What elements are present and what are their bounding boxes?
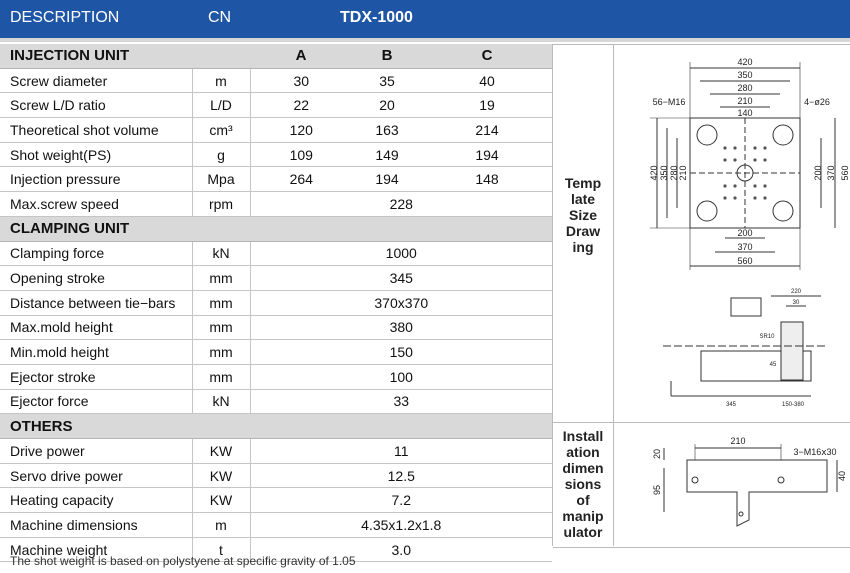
spec-row bbox=[0, 315, 552, 340]
spec-unit: cm³ bbox=[192, 118, 250, 143]
spec-row bbox=[0, 364, 552, 389]
spec-label: Servo drive power bbox=[0, 463, 192, 488]
spec-unit: mm bbox=[192, 315, 250, 340]
dim-right: 200 bbox=[813, 165, 823, 181]
ejector-dim: 150-380 bbox=[781, 402, 805, 408]
ejector-dim: SR10 bbox=[759, 334, 775, 340]
dim-top: 420 bbox=[737, 57, 753, 67]
ejector-dim: 220 bbox=[790, 289, 802, 295]
install-label-line: of bbox=[576, 492, 590, 508]
spec-label: Machine dimensions bbox=[0, 513, 192, 538]
dim-top: 350 bbox=[737, 70, 753, 80]
install-label-line: manip bbox=[562, 508, 604, 524]
install-label-line: Install bbox=[562, 428, 604, 444]
installation-dimensions-label bbox=[555, 428, 611, 540]
spec-row bbox=[0, 93, 552, 118]
section-header bbox=[0, 414, 552, 439]
spec-row bbox=[0, 167, 552, 192]
install-label-line: ation bbox=[566, 444, 600, 460]
spec-row bbox=[0, 241, 552, 266]
spec-value: 3.0 bbox=[250, 537, 552, 562]
tie-bar-hole bbox=[773, 125, 793, 145]
template-label-line: ing bbox=[572, 239, 594, 255]
spec-label: Screw diameter bbox=[0, 68, 192, 93]
dim-top: 140 bbox=[737, 108, 753, 118]
spec-label: Drive power bbox=[0, 439, 192, 464]
ejector-dim: 45 bbox=[769, 362, 777, 368]
spec-value-a: 264 bbox=[250, 167, 352, 192]
spec-unit: mm bbox=[192, 266, 250, 291]
spec-unit: KW bbox=[192, 439, 250, 464]
spec-row bbox=[0, 340, 552, 365]
spec-value: 7.2 bbox=[250, 488, 552, 513]
spec-value: 33 bbox=[250, 389, 552, 414]
spec-label: Max.mold height bbox=[0, 315, 192, 340]
spec-value: 150 bbox=[250, 340, 552, 365]
spec-value: 11 bbox=[250, 439, 552, 464]
tie-bar-hole bbox=[697, 201, 717, 221]
manip-thread: 3−M16ⅹ30 bbox=[793, 447, 837, 457]
spec-value-a: 120 bbox=[250, 118, 352, 143]
spec-unit: Mpa bbox=[192, 167, 250, 192]
dim-right: 370 bbox=[826, 165, 836, 181]
spec-unit: t bbox=[192, 537, 250, 562]
spec-row bbox=[0, 192, 552, 217]
column-header: C bbox=[422, 44, 552, 68]
manip-dim: 95 bbox=[652, 484, 662, 496]
footnote: The shot weight is based on polystyene at specific gravity of 1.05 bbox=[10, 554, 356, 568]
spec-row bbox=[0, 463, 552, 488]
header-divider bbox=[0, 38, 850, 42]
spec-table bbox=[0, 44, 552, 562]
spec-unit: KW bbox=[192, 488, 250, 513]
spec-label: Machine weight bbox=[0, 537, 192, 562]
spec-label: Screw L/D ratio bbox=[0, 93, 192, 118]
column-header: B bbox=[352, 44, 422, 68]
spec-label: Ejector stroke bbox=[0, 364, 192, 389]
header-model: TDX-1000 bbox=[340, 9, 413, 26]
spec-row bbox=[0, 142, 552, 167]
thread-note: 56−M16 bbox=[652, 97, 686, 107]
spec-row bbox=[0, 290, 552, 315]
spec-unit: mm bbox=[192, 364, 250, 389]
ejector-dim: 345 bbox=[725, 402, 737, 408]
spec-unit: kN bbox=[192, 389, 250, 414]
dim-left: 420 bbox=[649, 165, 659, 181]
spec-value-c: 214 bbox=[422, 118, 552, 143]
section-title: CLAMPING UNIT bbox=[0, 216, 552, 241]
spec-unit: KW bbox=[192, 463, 250, 488]
spec-label: Heating capacity bbox=[0, 488, 192, 513]
dim-bottom: 200 bbox=[737, 228, 753, 238]
spec-unit: mm bbox=[192, 290, 250, 315]
spec-row bbox=[0, 513, 552, 538]
spec-unit: m bbox=[192, 513, 250, 538]
manip-dim: 40 bbox=[837, 470, 847, 482]
spec-unit: mm bbox=[192, 340, 250, 365]
tie-bar-hole bbox=[697, 125, 717, 145]
spec-value-b: 149 bbox=[352, 142, 422, 167]
install-label-line: dimen bbox=[562, 460, 604, 476]
spec-label: Min.mold height bbox=[0, 340, 192, 365]
header-cn: CN bbox=[208, 9, 232, 26]
spec-label: Distance between tie−bars bbox=[0, 290, 192, 315]
spec-value-a: 30 bbox=[250, 68, 352, 93]
spec-value-a: 22 bbox=[250, 93, 352, 118]
spec-label: Opening stroke bbox=[0, 266, 192, 291]
tie-bar-hole bbox=[773, 201, 793, 221]
manip-dim: 210 bbox=[730, 436, 746, 446]
dim-left: 280 bbox=[669, 165, 679, 181]
spec-value: 380 bbox=[250, 315, 552, 340]
spec-row bbox=[0, 389, 552, 414]
dim-top: 280 bbox=[737, 83, 753, 93]
manip-dim: 20 bbox=[652, 448, 662, 460]
spec-label: Injection pressure bbox=[0, 167, 192, 192]
hole-note: 4−ø26 bbox=[804, 97, 830, 107]
spec-row bbox=[0, 68, 552, 93]
spec-unit: m bbox=[192, 68, 250, 93]
spec-value: 4.35x1.2x1.8 bbox=[250, 513, 552, 538]
spec-label: Max.screw speed bbox=[0, 192, 192, 217]
section-title: OTHERS bbox=[0, 414, 552, 439]
template-label-line: Temp bbox=[564, 175, 602, 191]
template-label-line: Size bbox=[568, 207, 597, 223]
dim-left: 350 bbox=[659, 165, 669, 181]
template-label-line: late bbox=[570, 191, 596, 207]
spec-row bbox=[0, 266, 552, 291]
spec-value: 100 bbox=[250, 364, 552, 389]
install-label-line: ulator bbox=[563, 524, 603, 540]
template-label-line: Draw bbox=[565, 223, 601, 239]
dim-top: 210 bbox=[737, 96, 753, 106]
spec-unit: L/D bbox=[192, 93, 250, 118]
spec-row bbox=[0, 118, 552, 143]
spec-value-a: 109 bbox=[250, 142, 352, 167]
spec-value-c: 19 bbox=[422, 93, 552, 118]
section-header bbox=[0, 216, 552, 241]
spec-value: 1000 bbox=[250, 241, 552, 266]
spec-row bbox=[0, 488, 552, 513]
spec-value-b: 35 bbox=[352, 68, 422, 93]
spec-value: 228 bbox=[250, 192, 552, 217]
spec-label: Ejector force bbox=[0, 389, 192, 414]
dim-right: 560 bbox=[840, 165, 850, 181]
header-bar bbox=[0, 0, 850, 38]
section-title: INJECTION UNIT bbox=[0, 44, 250, 68]
header-description: DESCRIPTION bbox=[10, 9, 120, 26]
spec-value: 370x370 bbox=[250, 290, 552, 315]
template-size-label bbox=[555, 175, 611, 255]
dim-left: 210 bbox=[678, 165, 688, 181]
spec-value-b: 20 bbox=[352, 93, 422, 118]
platen-template-drawing bbox=[645, 48, 850, 274]
manipulator-install-drawing bbox=[649, 432, 849, 542]
spec-label: Shot weight(PS) bbox=[0, 142, 192, 167]
spec-value-b: 194 bbox=[352, 167, 422, 192]
section-header bbox=[0, 44, 552, 68]
install-label-line: sions bbox=[564, 476, 602, 492]
spec-value-c: 194 bbox=[422, 142, 552, 167]
spec-label: Clamping force bbox=[0, 241, 192, 266]
spec-row bbox=[0, 439, 552, 464]
ejector-dim: 30 bbox=[792, 300, 800, 306]
spec-value: 12.5 bbox=[250, 463, 552, 488]
ejector-section-drawing bbox=[661, 276, 831, 412]
column-header: A bbox=[250, 44, 352, 68]
spec-value-b: 163 bbox=[352, 118, 422, 143]
dim-bottom: 370 bbox=[737, 242, 753, 252]
spec-value: 345 bbox=[250, 266, 552, 291]
spec-label: Theoretical shot volume bbox=[0, 118, 192, 143]
spec-unit: rpm bbox=[192, 192, 250, 217]
spec-unit: g bbox=[192, 142, 250, 167]
dim-bottom: 560 bbox=[737, 256, 753, 266]
spec-value-c: 40 bbox=[422, 68, 552, 93]
spec-value-c: 148 bbox=[422, 167, 552, 192]
spec-unit: kN bbox=[192, 241, 250, 266]
drawings-panel bbox=[552, 44, 850, 546]
